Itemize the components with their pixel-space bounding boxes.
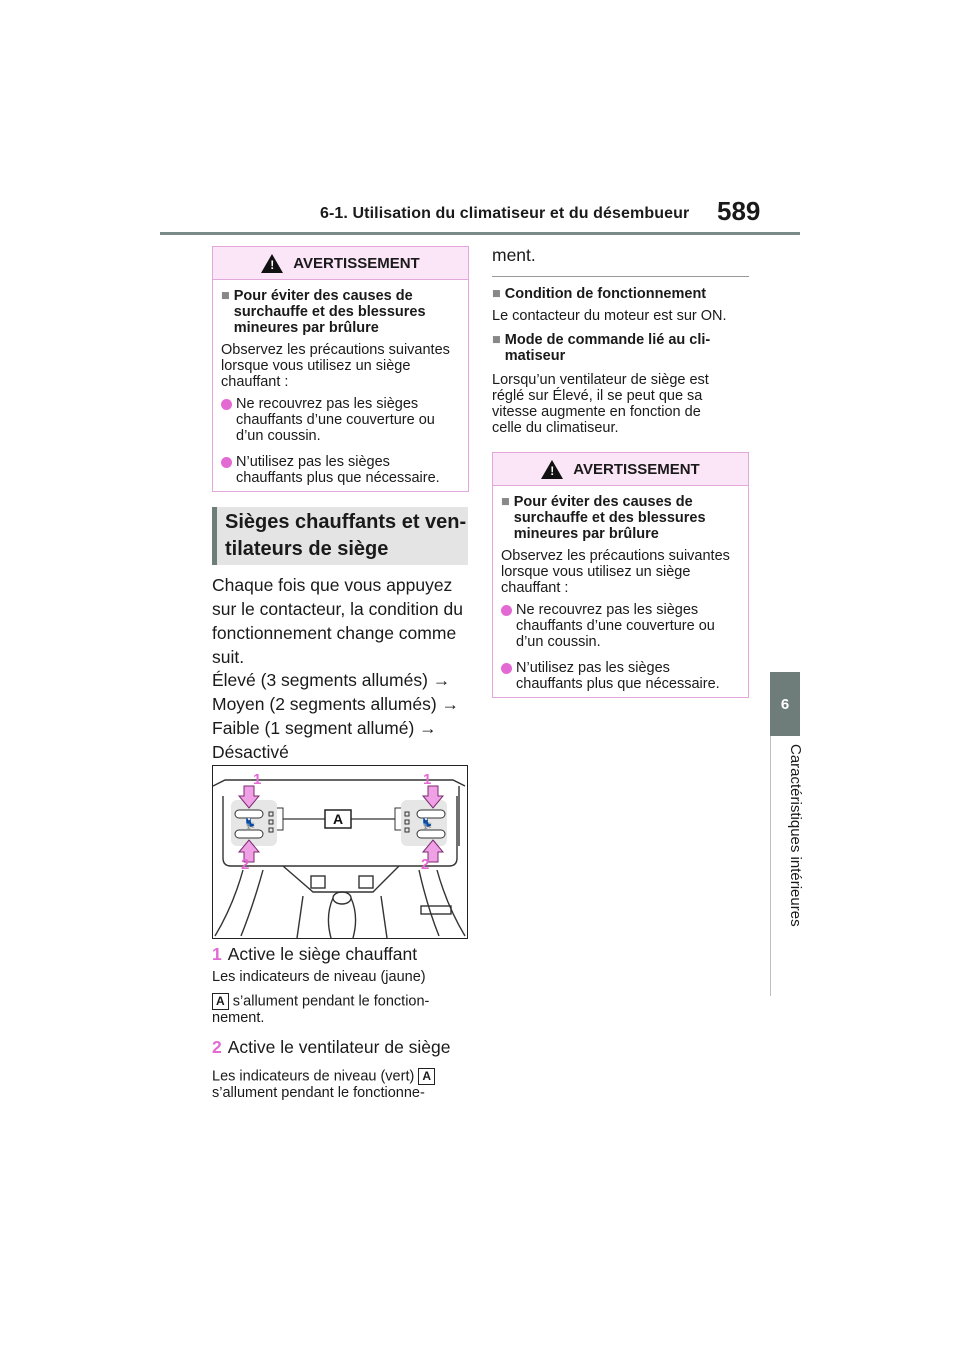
- svg-text:💺: 💺: [244, 819, 257, 830]
- warning-bullet: N’utilisez pas les sièges chauffants plus que nécessaire.: [516, 660, 720, 692]
- square-bullet-icon: ■: [492, 286, 501, 302]
- warning-header: [213, 247, 468, 280]
- header-rule: [160, 232, 800, 235]
- mode-line: celle du climatiseur.: [492, 420, 619, 436]
- body-line: fonctionnement change comme: [212, 623, 457, 643]
- page-number: 589: [717, 196, 761, 226]
- item-number: 1: [212, 944, 222, 964]
- desc-line: Les indicateurs de niveau (vert): [212, 1068, 415, 1085]
- callout-2-left: 2: [241, 856, 250, 873]
- mode-line: Lorsqu’un ventilateur de siège est: [492, 372, 709, 388]
- mode-line: réglé sur Élevé, il se peut que sa: [492, 388, 703, 404]
- desc-line: Les indicateurs de niveau (jaune): [212, 969, 426, 985]
- item-1-desc: [212, 969, 472, 1026]
- warning-icon: !: [261, 254, 283, 273]
- bullet-dot-icon: [221, 399, 232, 410]
- warning-bullet: Ne recouvrez pas les sièges chauffants d’une couverture ou d’un coussin.: [236, 396, 435, 444]
- warning-intro: Observez les précautions suivantes lorsque vous utilisez un siège chauffant :: [221, 342, 450, 390]
- warning-bullet: N’utilisez pas les sièges chauffants plus que nécessaire.: [236, 454, 440, 486]
- divider: [492, 276, 749, 277]
- section-body: [212, 573, 472, 669]
- warning-heading: Pour éviter des causes de surchauffe et des blessures mineures par brûlure: [513, 494, 706, 542]
- desc-line: s’allument pendant le fonction-: [228, 993, 430, 1010]
- chapter-label: Caractéristiques intérieures: [787, 744, 804, 927]
- desc-line: nement.: [212, 1010, 265, 1026]
- square-bullet-icon: ■: [492, 332, 501, 348]
- mode-sequence: [212, 668, 472, 764]
- mode-line: vitesse augmente en fonction de: [492, 404, 701, 420]
- desc-line: s’allument pendant le fonctionne-: [212, 1085, 425, 1101]
- warning-box-1: [212, 246, 469, 492]
- body-line: suit.: [212, 647, 245, 667]
- continued-text: ment.: [492, 245, 536, 265]
- warning-bullet: Ne recouvrez pas les sièges chauffants d’une couverture ou d’un coussin.: [516, 602, 715, 650]
- sequence-line: Élevé (3 segments allumés) →: [212, 670, 451, 690]
- label-a: A: [332, 811, 344, 827]
- body-line: Chaque fois que vous appuyez: [212, 575, 453, 595]
- callout-2-right: 2: [421, 856, 430, 873]
- heading-text: Condition de fonctionnement: [504, 286, 707, 302]
- dashboard-drawing: [213, 766, 467, 938]
- section-heading-line: Sièges chauffants et ven-: [225, 511, 467, 533]
- warning-icon: !: [541, 460, 563, 479]
- item-1-title: [212, 942, 472, 966]
- chapter-divider: [770, 736, 771, 996]
- warning-heading: Pour éviter des causes de surchauffe et des blessures mineures par brûlure: [233, 288, 426, 336]
- section-heading-line: tilateurs de siège: [225, 538, 389, 560]
- seat-switch-illustration: [212, 765, 468, 939]
- bullet-dot-icon: [221, 457, 232, 468]
- sequence-line: Désactivé: [212, 742, 289, 762]
- warning-intro: Observez les précautions suivantes lorsque vous utilisez un siège chauffant :: [501, 548, 730, 596]
- sequence-line: Faible (1 segment allumé) →: [212, 718, 437, 738]
- body-line: sur le contacteur, la condition du: [212, 599, 463, 619]
- callout-1-right: 1: [423, 771, 432, 788]
- bullet-dot-icon: [501, 663, 512, 674]
- bullet-dot-icon: [501, 605, 512, 616]
- condition-heading: [492, 286, 752, 302]
- callout-1-left: 1: [253, 771, 262, 788]
- heading-text: matiseur: [504, 348, 566, 364]
- item-2-title: [212, 1035, 472, 1059]
- item-title: Active le siège chauffant: [227, 944, 418, 964]
- section-header: 6-1. Utilisation du climatiseur et du désembueur: [320, 205, 690, 222]
- svg-text:💺: 💺: [421, 819, 434, 830]
- item-2-desc: [212, 1068, 472, 1101]
- warning-box-2: [492, 452, 749, 698]
- chapter-tab: 6: [770, 672, 800, 736]
- warning-title: AVERTISSEMENT: [573, 460, 700, 478]
- mode-text: [492, 372, 752, 436]
- label-a-box: A: [418, 1068, 435, 1085]
- square-bullet-icon: ■: [221, 288, 230, 304]
- section-heading: [212, 507, 468, 565]
- heading-text: Mode de commande lié au cli-: [504, 332, 711, 348]
- sequence-line: Moyen (2 segments allumés) →: [212, 694, 460, 714]
- item-title: Active le ventilateur de siège: [227, 1037, 451, 1057]
- mode-heading: [492, 332, 752, 364]
- label-a-box: A: [212, 993, 229, 1010]
- warning-title: AVERTISSEMENT: [293, 254, 420, 272]
- item-number: 2: [212, 1037, 222, 1057]
- condition-text: Le contacteur du moteur est sur ON.: [492, 308, 727, 324]
- warning-header: [493, 453, 748, 486]
- square-bullet-icon: ■: [501, 494, 510, 510]
